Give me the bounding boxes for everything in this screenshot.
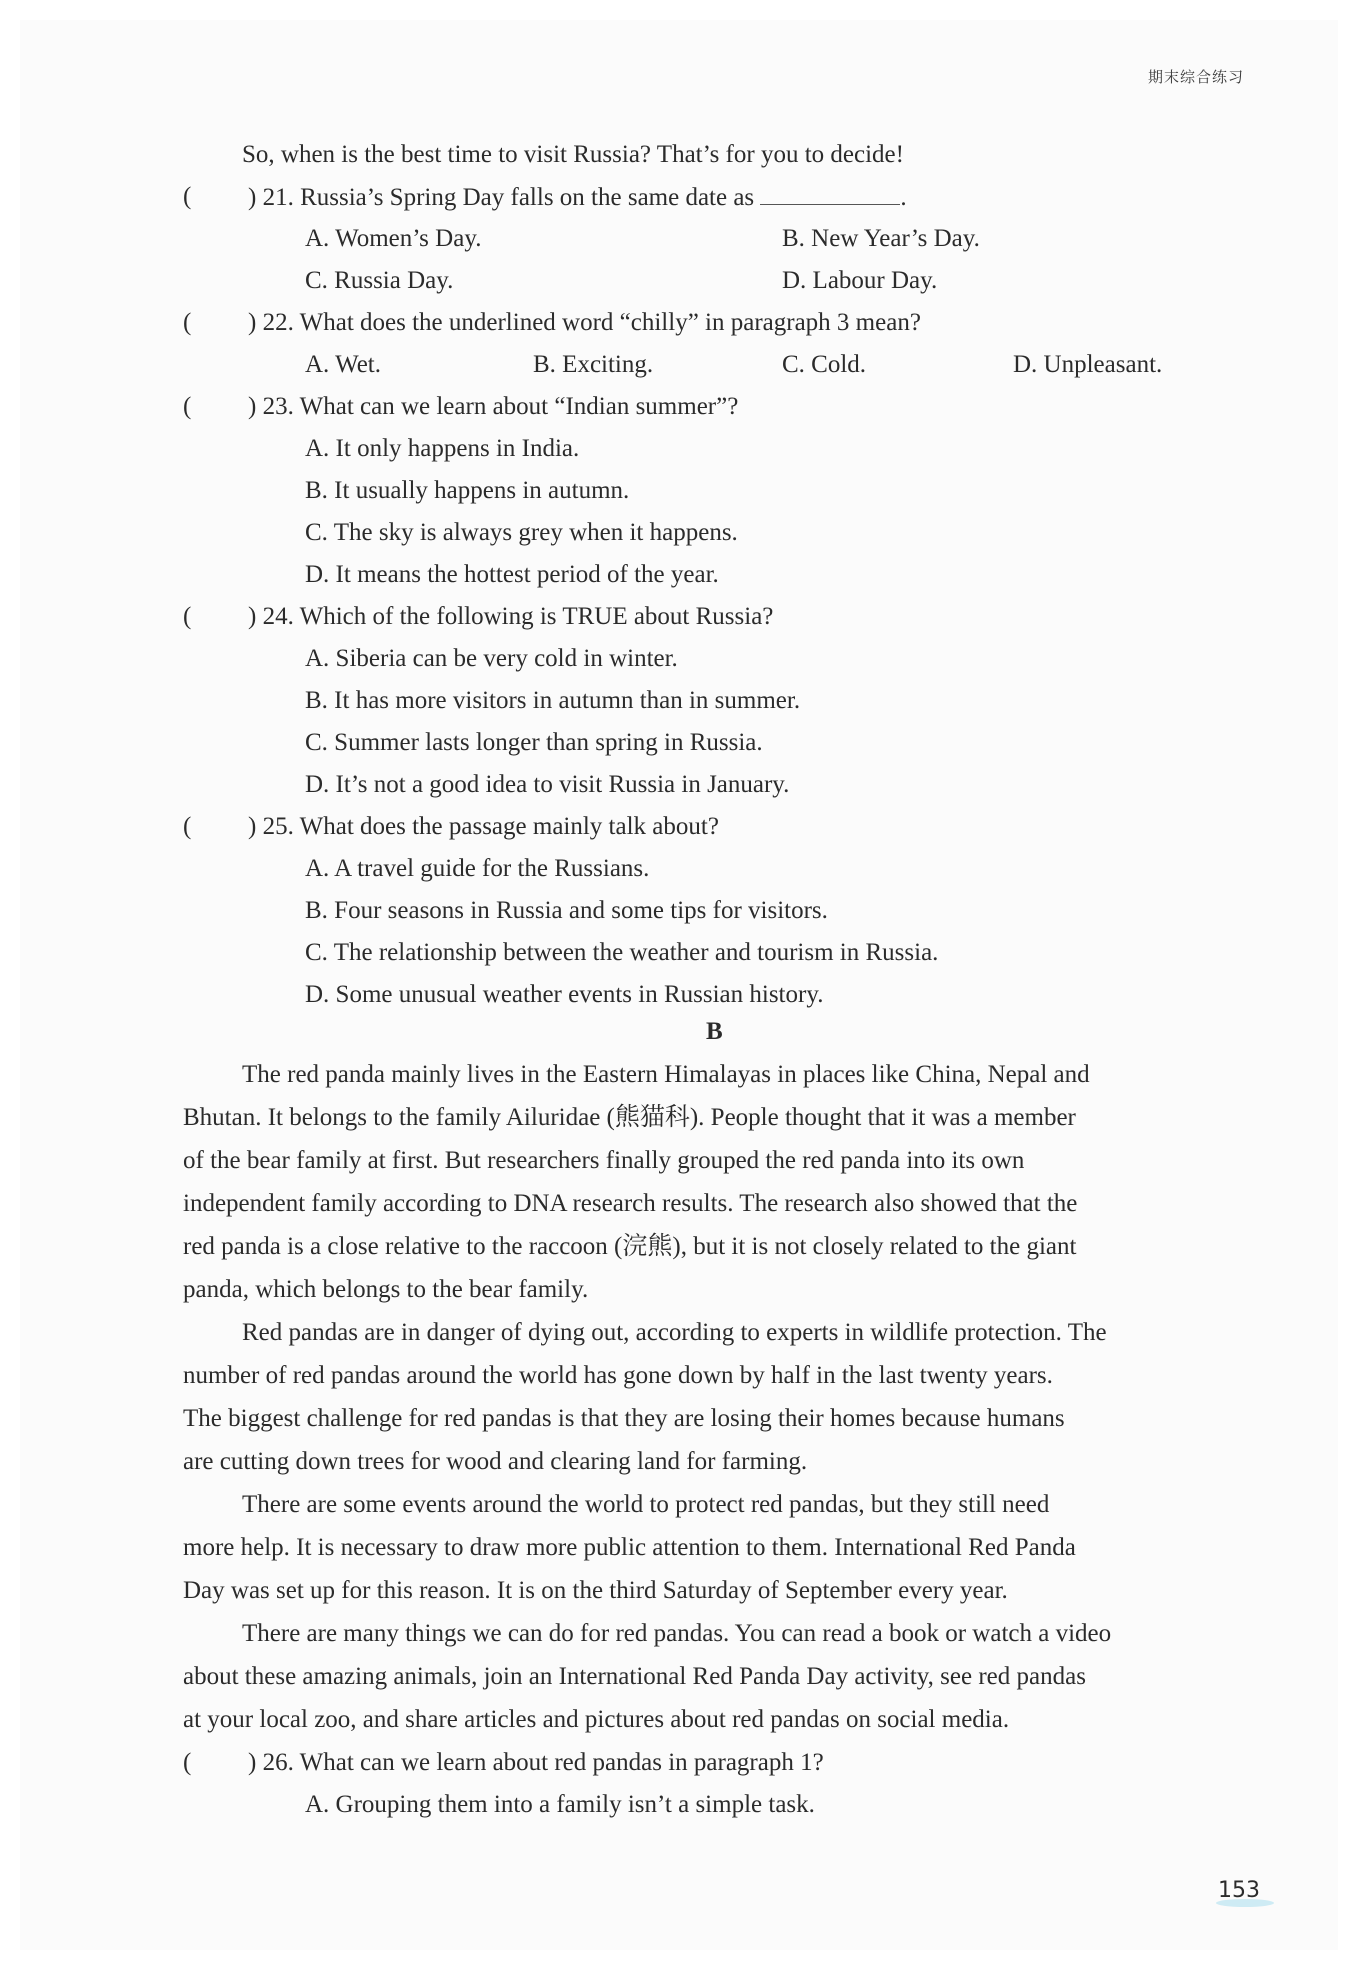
passage-closing-line: So, when is the best time to visit Russia? That’s for you to decide! bbox=[242, 141, 904, 168]
question-stem: ) 21. Russia’s Spring Day falls on the same date as bbox=[248, 184, 755, 211]
option-a[interactable]: A. Grouping them into a family isn’t a simple task. bbox=[305, 1791, 815, 1818]
question-stem: ) 22. What does the underlined word “chilly” in paragraph 3 mean? bbox=[248, 309, 921, 336]
answer-paren[interactable]: ( bbox=[183, 309, 192, 336]
option-d[interactable]: D. Unpleasant. bbox=[1013, 351, 1163, 378]
option-a[interactable]: A. Siberia can be very cold in winter. bbox=[305, 645, 678, 672]
question-stem: ) 24. Which of the following is TRUE about Russia? bbox=[248, 603, 774, 630]
answer-paren[interactable]: ( bbox=[183, 813, 192, 840]
section-b-heading: B bbox=[706, 1018, 723, 1045]
option-d[interactable]: D. Some unusual weather events in Russian history. bbox=[305, 981, 824, 1008]
fill-blank[interactable] bbox=[760, 182, 900, 205]
option-c[interactable]: C. Russia Day. bbox=[305, 267, 454, 294]
option-b[interactable]: B. New Year’s Day. bbox=[782, 225, 980, 252]
option-a[interactable]: A. A travel guide for the Russians. bbox=[305, 855, 650, 882]
question-stem: ) 25. What does the passage mainly talk about? bbox=[248, 813, 719, 840]
section-header-label: 期末综合练习 bbox=[1148, 68, 1245, 86]
option-d[interactable]: D. Labour Day. bbox=[782, 267, 938, 294]
option-a[interactable]: A. Wet. bbox=[305, 351, 381, 378]
answer-paren[interactable]: ( bbox=[183, 393, 192, 420]
answer-paren[interactable]: ( bbox=[183, 1749, 192, 1776]
question-stem: ) 26. What can we learn about red pandas in paragraph 1? bbox=[248, 1749, 824, 1776]
page-number: 153 bbox=[1218, 1878, 1260, 1903]
option-b[interactable]: B. It usually happens in autumn. bbox=[305, 477, 630, 504]
answer-paren[interactable]: ( bbox=[183, 183, 192, 210]
question-stem: ) 23. What can we learn about “Indian summer”? bbox=[248, 393, 739, 420]
answer-paren[interactable]: ( bbox=[183, 603, 192, 630]
option-b[interactable]: B. Four seasons in Russia and some tips for visitors. bbox=[305, 897, 828, 924]
option-c[interactable]: C. Summer lasts longer than spring in Russia. bbox=[305, 729, 763, 756]
option-b[interactable]: B. It has more visitors in autumn than in summer. bbox=[305, 687, 801, 714]
option-b[interactable]: B. Exciting. bbox=[533, 351, 654, 378]
option-a[interactable]: A. Women’s Day. bbox=[305, 225, 482, 252]
option-a[interactable]: A. It only happens in India. bbox=[305, 435, 580, 462]
option-d[interactable]: D. It means the hottest period of the year. bbox=[305, 561, 719, 588]
option-d[interactable]: D. It’s not a good idea to visit Russia in January. bbox=[305, 771, 790, 798]
option-c[interactable]: C. The sky is always grey when it happens. bbox=[305, 519, 738, 546]
option-c[interactable]: C. Cold. bbox=[782, 351, 867, 378]
option-c[interactable]: C. The relationship between the weather and tourism in Russia. bbox=[305, 939, 939, 966]
